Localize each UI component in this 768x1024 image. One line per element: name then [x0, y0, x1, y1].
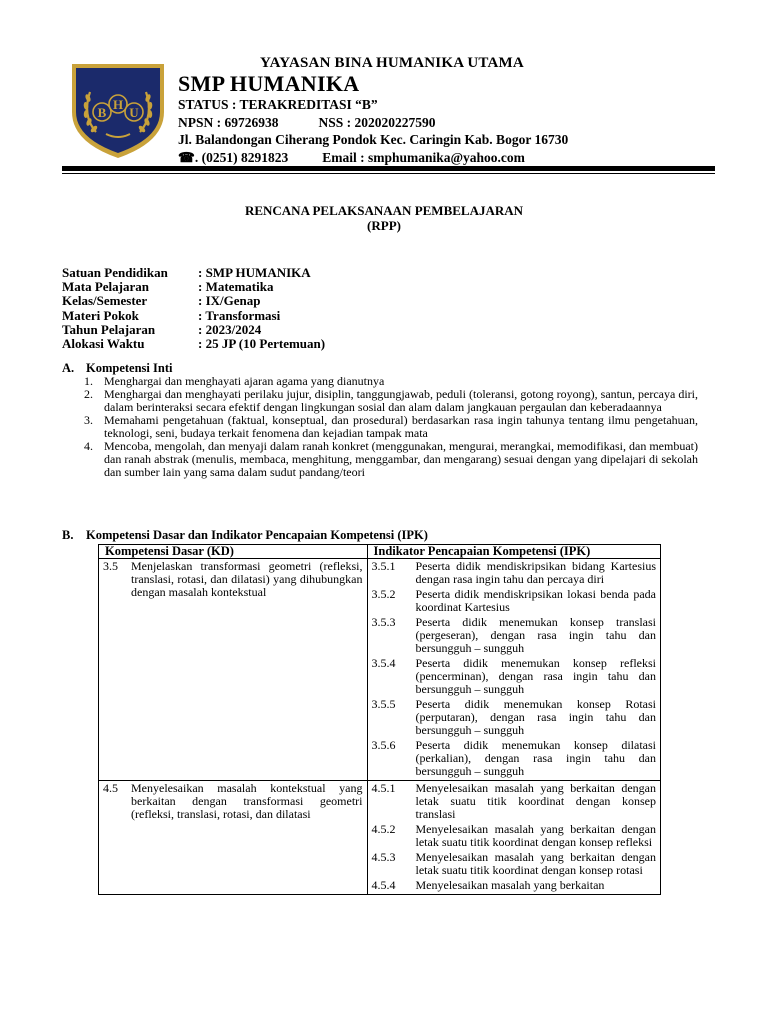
ipk-text: Peserta didik mendiskripsikan bidang Kartesius dengan rasa ingin tahu dan percaya diri	[415, 559, 656, 586]
identity-value: : Transformasi	[198, 307, 281, 323]
ipk-item	[368, 588, 661, 614]
section-heading	[62, 529, 698, 542]
section-marker: A.	[62, 361, 75, 375]
ipk-code: 4.5.4	[371, 878, 396, 892]
nss: NSS : 202020227590	[318, 114, 436, 130]
ipk-code: 4.5.2	[371, 822, 396, 836]
ipk-item	[368, 851, 661, 877]
identity-label: Mata Pelajaran	[62, 279, 150, 295]
identity-row	[62, 266, 325, 280]
kd-ipk-table	[98, 544, 661, 895]
ipk-item	[368, 657, 661, 696]
identity-label: Satuan Pendidikan	[62, 265, 168, 280]
school-ids	[178, 114, 758, 132]
list-item	[82, 414, 698, 440]
kd-cell	[99, 781, 368, 895]
identity-block	[62, 266, 325, 351]
identity-value: : 25 JP (10 Pertemuan)	[198, 335, 326, 351]
ipk-item	[368, 698, 661, 737]
identity-row	[62, 280, 325, 294]
ipk-cell	[367, 559, 661, 781]
table-row	[99, 781, 661, 895]
ipk-item	[368, 739, 661, 778]
identity-label: Kelas/Semester	[62, 293, 148, 309]
kd-cell	[99, 559, 368, 781]
ipk-code: 3.5.2	[371, 587, 396, 601]
letterhead	[0, 0, 768, 180]
identity-value: : IX/Genap	[198, 293, 261, 309]
list-text: Memahami pengetahuan (faktual, konseptual, dan prosedural) berdasarkan rasa ingin tahunya tentang ilmu pengetahuan, teknologi, seni, budaya terkait fenomena dan kejadian tampak mata	[104, 413, 698, 440]
foundation-name: YAYASAN BINA HUMANIKA UTAMA	[260, 55, 524, 71]
ipk-text: Peserta didik menemukan konsep refleksi (pencerminan), dengan rasa ingin tahu dan bersungguh – sungguh	[415, 656, 656, 696]
ipk-item	[368, 560, 661, 586]
kd-text: Menyelesaikan masalah kontekstual yang berkaitan dengan transformasi geometri (refleksi, translasi, rotasi, dan dilatasi	[131, 781, 363, 821]
list-text: Menghargai dan menghayati ajaran agama yang dianutnya	[104, 374, 385, 388]
section-kompetensi-inti	[62, 362, 698, 479]
column-header-ipk: Indikator Pencapaian Kompetensi (IPK)	[367, 545, 661, 559]
section-marker: B.	[62, 528, 74, 542]
ipk-item	[368, 823, 661, 849]
school-name: SMP HUMANIKA	[178, 71, 360, 96]
phone-icon: ☎	[178, 149, 195, 165]
ipk-item	[368, 782, 661, 821]
ipk-text: Peserta didik mendiskripsikan lokasi benda pada koordinat Kartesius	[415, 587, 656, 614]
ipk-text: Menyelesaikan masalah yang berkaitan dengan letak suatu titik koordinat dengan konsep rotasi	[415, 850, 656, 877]
list-text: Menghargai dan menghayati perilaku jujur, disiplin, tanggungjawab, peduli (toleransi, gotong royong), santun, percaya diri, dalam berinteraksi secara efektif dengan lingkungan sosial dan alam dalam jangkauan pergaulan dan keberadaannya	[104, 387, 698, 414]
accreditation-status: STATUS : TERAKREDITASI “B”	[178, 97, 378, 112]
list-item	[82, 388, 698, 414]
list-item	[82, 440, 698, 479]
section-title: Kompetensi Dasar dan Indikator Pencapaian Kompetensi (IPK)	[86, 528, 428, 542]
ki-list	[82, 375, 698, 479]
identity-row	[62, 294, 325, 308]
title-line-1: RENCANA PELAKSANAAN PEMBELAJARAN	[244, 203, 524, 218]
svg-text:B: B	[97, 105, 107, 120]
ipk-code: 3.5.6	[371, 738, 396, 752]
list-number: 1.	[84, 374, 93, 388]
npsn: NPSN : 69726938	[178, 114, 279, 130]
ipk-cell	[367, 781, 661, 895]
title-line-2: (RPP)	[367, 218, 401, 233]
kd-text: Menjelaskan transformasi geometri (refleksi, translasi, rotasi, dan dilatasi) yang dihubungkan dengan masalah kontekstual	[131, 559, 363, 599]
svg-text:U: U	[129, 105, 139, 120]
list-number: 4.	[84, 439, 93, 453]
school-address: Jl. Balandongan Ciherang Pondok Kec. Caringin Kab. Bogor 16730	[178, 132, 569, 147]
identity-value: : Matematika	[198, 279, 274, 295]
ipk-item	[368, 616, 661, 655]
table-row	[99, 559, 661, 781]
letterhead-text	[178, 54, 758, 166]
identity-label: Materi Pokok	[62, 307, 139, 323]
identity-row	[62, 337, 325, 351]
svg-text:H: H	[112, 97, 124, 112]
section-kd-ipk	[62, 529, 698, 542]
contact-line	[178, 149, 758, 167]
school-logo-shield-icon	[66, 60, 170, 160]
list-number: 3.	[84, 413, 93, 427]
ipk-text: Menyelesaikan masalah yang berkaitan dengan letak suatu titik koordinat dengan konsep refleksi	[415, 822, 656, 849]
document-title	[0, 203, 768, 233]
column-header-kd: Kompetensi Dasar (KD)	[99, 545, 368, 559]
section-title: Kompetensi Inti	[86, 361, 173, 375]
ipk-text: Peserta didik menemukan konsep translasi (pergeseran), dengan rasa ingin tahu dan bersungguh – sungguh	[415, 615, 656, 655]
ipk-code: 3.5.5	[371, 697, 396, 711]
identity-label: Alokasi Waktu	[62, 335, 145, 351]
ipk-code: 3.5.1	[371, 559, 396, 573]
identity-value: : SMP HUMANIKA	[198, 265, 311, 280]
identity-label: Tahun Pelajaran	[62, 321, 156, 337]
ipk-code: 3.5.4	[371, 656, 396, 670]
list-text: Mencoba, mengolah, dan menyaji dalam ranah konkret (menggunakan, mengurai, merangkai, memodifikasi, dan membuat) dan ranah abstrak (menulis, membaca, menghitung, menggambar, dan mengarang) sesuai dengan yang dipelajari di sekolah dan sumber lain yang sama dalam sudut pandang/teori	[104, 439, 698, 479]
ipk-text: Menyelesaikan masalah yang berkaitan dengan letak suatu titik koordinat dengan konsep translasi	[415, 781, 656, 821]
ipk-text: Peserta didik menemukan konsep dilatasi (perkalian), dengan rasa ingin tahu dan bersungguh – sungguh	[415, 738, 656, 778]
table-header-row	[99, 545, 661, 559]
kd-code: 4.5	[103, 781, 118, 795]
list-number: 2.	[84, 387, 93, 401]
letterhead-divider-thin	[62, 173, 715, 174]
letterhead-divider-thick	[62, 166, 715, 171]
phone-number: . (0251) 8291823	[194, 149, 289, 165]
ipk-item	[368, 879, 661, 892]
ipk-code: 4.5.3	[371, 850, 396, 864]
ipk-text: Menyelesaikan masalah yang berkaitan	[415, 878, 605, 892]
ipk-text: Peserta didik menemukan konsep Rotasi (perputaran), dengan rasa ingin tahu dan bersungguh – sungguh	[415, 697, 656, 737]
identity-row	[62, 323, 325, 337]
identity-row	[62, 309, 325, 323]
email: Email : smphumanika@yahoo.com	[322, 149, 525, 165]
identity-value: : 2023/2024	[198, 321, 262, 337]
ipk-code: 3.5.3	[371, 615, 396, 629]
ipk-code: 4.5.1	[371, 781, 396, 795]
kd-code: 3.5	[103, 559, 118, 573]
